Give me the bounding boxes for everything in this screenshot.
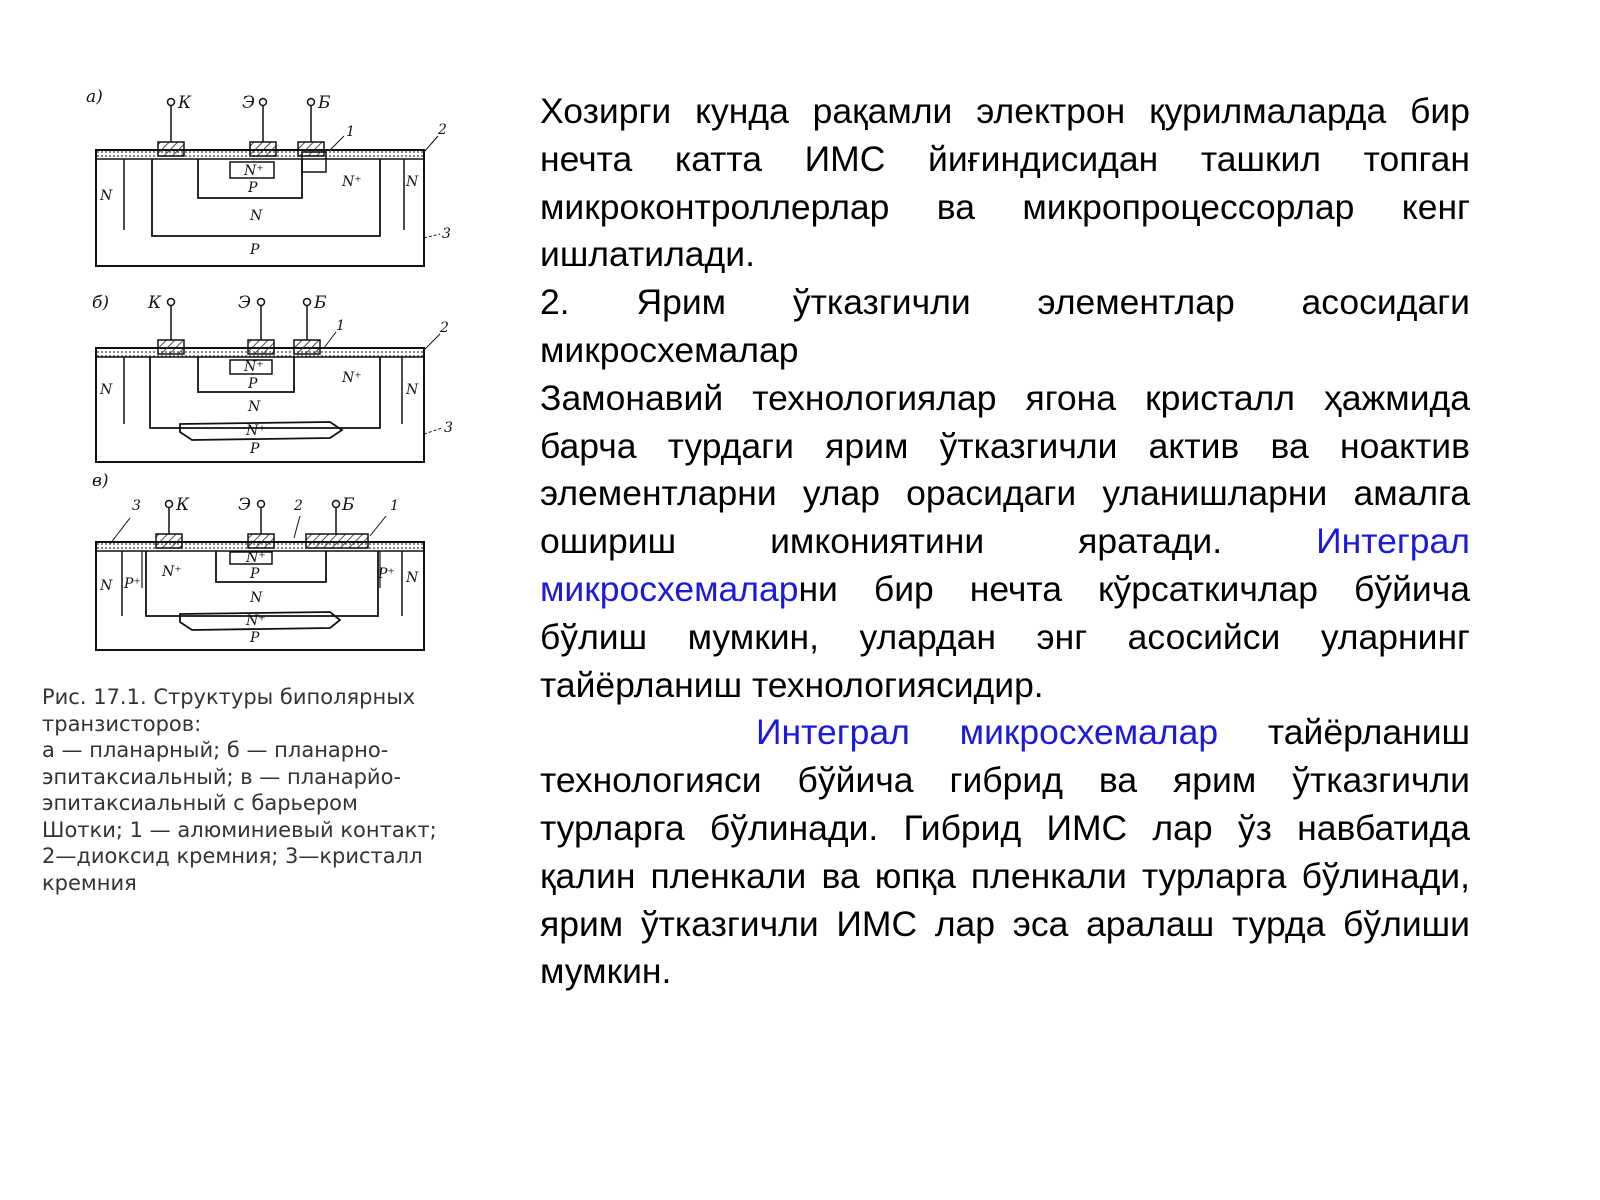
figure-caption (42, 684, 492, 896)
region-label: N (406, 174, 419, 190)
region-label: N (250, 208, 263, 224)
caption-line: Шотки; 1 — алюминиевый контакт; (42, 817, 437, 842)
region-label: P⁺ (124, 576, 141, 592)
caption-line: кремния (42, 870, 137, 895)
caption-line: эпитаксиальный с барьером (42, 791, 358, 815)
region-label: P (248, 376, 258, 392)
callout-1: 1 (346, 124, 355, 140)
paragraph-technology (540, 375, 1470, 710)
region-label: N (406, 382, 419, 398)
callout-3: 3 (132, 498, 141, 514)
region-label: N⁺ (246, 613, 266, 629)
terminal-e: Э (242, 93, 256, 113)
region-label: N⁺ (246, 423, 266, 439)
region-label: N⁺ (244, 359, 264, 375)
region-label: N (100, 188, 113, 204)
callout-2: 2 (438, 122, 447, 138)
terminal-e: Э (238, 495, 252, 515)
region-label: N (100, 578, 113, 594)
region-label: N (100, 382, 113, 398)
region-label: P (250, 441, 260, 457)
region-label: N⁺ (244, 163, 264, 179)
callout-1: 1 (336, 318, 345, 334)
paragraph-text: ни бир нечта кўрсаткичлар бўйича бўлиш мумкин, улардан энг асосийси уларнинг тайёрланиш технологиясидир. (540, 568, 1470, 705)
callout-2: 2 (294, 498, 303, 514)
callout-2: 2 (440, 320, 449, 336)
diagram-a (86, 87, 451, 266)
paragraph-classification (540, 709, 1470, 996)
region-label: N⁺ (246, 550, 266, 566)
caption-line: а — планарный; б — планарно- (42, 738, 389, 762)
integrated-circuits-link[interactable]: Интеграл микросхемалар (756, 712, 1219, 753)
region-label: N⁺ (342, 370, 362, 386)
caption-title: Рис. 17.1. Структуры биполярных транзисторов: (42, 685, 416, 736)
terminal-k: К (178, 93, 192, 113)
callout-3: 3 (442, 226, 451, 242)
region-label: P (250, 630, 260, 646)
diagram-mark: б) (92, 293, 110, 313)
callout-3: 3 (444, 420, 453, 436)
region-label: N (406, 570, 419, 586)
terminal-k: К (176, 495, 190, 515)
terminal-k: К (148, 293, 162, 313)
region-label: P (250, 242, 260, 258)
paragraph-text: тайёрланиш технологияси бўйича гибрид ва ярим ўтказгичли турларга бўлинади. Гибрид ИМС лар ўз навбатида қалин пленкали ва юпқа пленкали турларга бўлинади, ярим ўтказгичли ИМС лар эса аралаш турда бўлиши мумкин. (540, 712, 1470, 992)
paragraph-text: Замонавий технологиялар ягона кристалл ҳажмида барча турдаги ярим ўтказгичли актив ва ноактив элементларни улар орасидаги уланишларни амалга ошириш имкониятини яратади. (540, 377, 1470, 562)
region-label: P (248, 180, 258, 196)
callout-1: 1 (390, 498, 399, 514)
region-label: N⁺ (162, 564, 182, 580)
integrated-circuits-link[interactable]: Интеграл микросхемалар (540, 521, 1470, 609)
region-label: P⁺ (378, 566, 395, 582)
caption-line: эпитаксиальный; в — планарйо- (42, 764, 402, 789)
diagram-mark: в) (92, 471, 109, 491)
region-label: N⁺ (342, 174, 362, 190)
region-label: P (250, 566, 260, 582)
diagram-b (92, 293, 453, 462)
transistor-structures-drawing (80, 78, 480, 678)
terminal-b: Б (318, 93, 331, 113)
diagram-mark: а) (86, 87, 103, 107)
slide-body (540, 88, 1470, 996)
transistor-figure (80, 78, 480, 678)
caption-line: 2—диоксид кремния; 3—кристалл (42, 844, 423, 868)
region-label: N (248, 399, 261, 415)
diagram-v (92, 471, 424, 650)
terminal-e: Э (238, 293, 252, 313)
paragraph-intro: Хозирги кунда рақамли электрон қурилмаларда бир нечта катта ИМС йиғиндисидан ташкил топган микроконтроллерлар ва микропроцессорлар кенг ишлатилади. (540, 91, 1470, 275)
region-label: N (250, 590, 263, 606)
terminal-b: Б (342, 495, 355, 515)
section-heading: 2. Ярим ўтказгичли элементлар асосидаги микросхемалар (540, 282, 1470, 370)
terminal-b: Б (314, 293, 327, 313)
